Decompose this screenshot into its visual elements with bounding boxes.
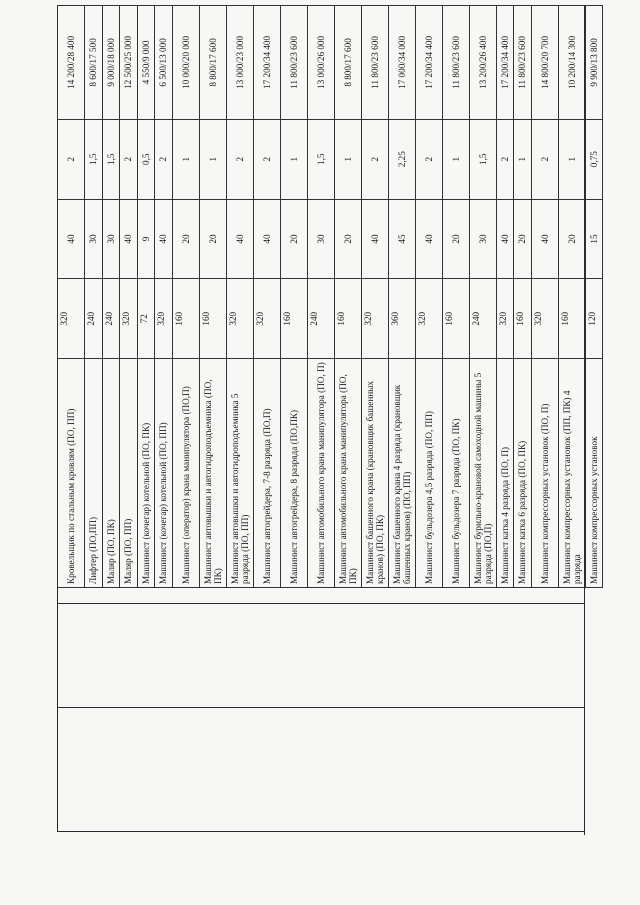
profession-cell: Маляр (ПО, ПК) bbox=[102, 359, 120, 588]
profession-cell: Машинист автовышки и автогидроподъемника (ПО, ПК) bbox=[199, 359, 226, 588]
salary-cell: 240 bbox=[102, 279, 120, 359]
coefficient-cell: 1 bbox=[514, 119, 532, 199]
coefficient-cell: 1 bbox=[558, 119, 585, 199]
profession-cell: Машинист автомобильного крана манипулятора (ПО, П) bbox=[307, 359, 334, 588]
profession-cell: Машинист автовышки и автогидроподъемника 5 разряда (ПО, ПП) bbox=[226, 359, 253, 588]
salary-cell: 320 bbox=[58, 279, 85, 359]
coefficient-cell: 2 bbox=[226, 119, 253, 199]
coefficient-cell: 2 bbox=[253, 119, 280, 199]
hours-cell: 40 bbox=[415, 199, 442, 279]
salary-cell: 160 bbox=[334, 279, 361, 359]
coefficient-cell: 2 bbox=[155, 119, 173, 199]
salary-cell: 320 bbox=[120, 279, 138, 359]
range-cell: 11 800/23 600 bbox=[361, 6, 388, 120]
salary-cell: 240 bbox=[469, 279, 496, 359]
range-cell: 9 000/18 000 bbox=[102, 6, 120, 120]
profession-cell: Машинист бульдозера 4,5 разряда (ПО, ПП) bbox=[415, 359, 442, 588]
salary-cell: 240 bbox=[85, 279, 103, 359]
salary-cell: 160 bbox=[442, 279, 469, 359]
hours-cell: 20 bbox=[442, 199, 469, 279]
profession-cell: Машинист компрессорных установок (ПП, ПК) 4 разряда bbox=[558, 359, 585, 588]
range-cell: 9 900/13 800 bbox=[585, 6, 603, 120]
hours-cell: 40 bbox=[155, 199, 173, 279]
profession-cell: Машинист компрессорных установок (ПО, П) bbox=[531, 359, 558, 588]
range-cell: 10 200/14 300 bbox=[558, 6, 585, 120]
coefficient-cell: 0,5 bbox=[137, 119, 155, 199]
coefficient-cell: 1,5 bbox=[469, 119, 496, 199]
hours-cell: 30 bbox=[102, 199, 120, 279]
hours-cell: 40 bbox=[253, 199, 280, 279]
range-cell: 11 800/23 600 bbox=[280, 6, 307, 120]
range-cell: 13 200/26 400 bbox=[469, 6, 496, 120]
range-cell: 8 600/17 500 bbox=[85, 6, 103, 120]
salary-cell: 160 bbox=[514, 279, 532, 359]
coefficient-cell: 1 bbox=[280, 119, 307, 199]
profession-cell: Машинист (кочегар) котельной (ПО, ПП) bbox=[155, 359, 173, 588]
profession-cell: Машинист (кочегар) котельной (ПО, ПК) bbox=[137, 359, 155, 588]
hours-cell: 9 bbox=[137, 199, 155, 279]
range-cell: 13 000/23 000 bbox=[226, 6, 253, 120]
salary-cell: 320 bbox=[155, 279, 173, 359]
profession-cell: Машинист компрессорных установок bbox=[585, 359, 603, 588]
hours-cell: 40 bbox=[226, 199, 253, 279]
range-cell: 11 800/23 600 bbox=[514, 6, 532, 120]
salary-cell: 120 bbox=[585, 279, 603, 359]
coefficient-cell: 1,5 bbox=[85, 119, 103, 199]
profession-cell: Машинист бульдозера 7 разряда (ПО, ПК) bbox=[442, 359, 469, 588]
range-cell: 11 800/23 600 bbox=[442, 6, 469, 120]
range-cell: 14 200/28 400 bbox=[58, 6, 85, 120]
hours-cell: 30 bbox=[307, 199, 334, 279]
range-cell: 4 550/9 000 bbox=[137, 6, 155, 120]
coefficient-cell: 2 bbox=[496, 119, 514, 199]
hours-cell: 20 bbox=[334, 199, 361, 279]
divider-line-2 bbox=[57, 707, 584, 708]
salary-cell: 160 bbox=[199, 279, 226, 359]
hours-cell: 40 bbox=[120, 199, 138, 279]
hours-cell: 40 bbox=[531, 199, 558, 279]
hours-cell: 30 bbox=[85, 199, 103, 279]
salary-cell: 360 bbox=[388, 279, 415, 359]
profession-cell: Машинист башенного крана 4 разряда (крановщик башенных кранов) (ПО, ПП) bbox=[388, 359, 415, 588]
hours-cell: 20 bbox=[280, 199, 307, 279]
profession-cell: Машинист (оператор) крана манипулятора (ПО,П) bbox=[172, 359, 199, 588]
range-cell: 8 800/17 600 bbox=[334, 6, 361, 120]
coefficient-cell: 2,25 bbox=[388, 119, 415, 199]
salary-cell: 160 bbox=[280, 279, 307, 359]
coefficient-cell: 1 bbox=[199, 119, 226, 199]
salary-cell: 320 bbox=[415, 279, 442, 359]
hours-cell: 20 bbox=[199, 199, 226, 279]
range-cell: 14 800/20 700 bbox=[531, 6, 558, 120]
hours-cell: 30 bbox=[469, 199, 496, 279]
range-cell: 6 500/13 000 bbox=[155, 6, 173, 120]
divider-line-1 bbox=[57, 603, 584, 604]
left-border-line bbox=[57, 588, 58, 832]
profession-cell: Лифтер (ПО,ПП) bbox=[85, 359, 103, 588]
salary-cell: 320 bbox=[496, 279, 514, 359]
salary-cell: 320 bbox=[226, 279, 253, 359]
coefficient-cell: 0,75 bbox=[585, 119, 603, 199]
hours-cell: 20 bbox=[514, 199, 532, 279]
range-cell: 8 800/17 600 bbox=[199, 6, 226, 120]
profession-cell: Машинист бурильно-крановой самоходной машины 5 разряда (ПО,П) bbox=[469, 359, 496, 588]
coefficient-cell: 2 bbox=[415, 119, 442, 199]
coefficient-cell: 2 bbox=[120, 119, 138, 199]
salary-cell: 320 bbox=[253, 279, 280, 359]
coefficient-cell: 1,5 bbox=[102, 119, 120, 199]
range-cell: 17 000/34 000 bbox=[388, 6, 415, 120]
coefficient-cell: 1 bbox=[442, 119, 469, 199]
salary-cell: 240 bbox=[307, 279, 334, 359]
divider-line-3 bbox=[57, 831, 584, 832]
coefficient-cell: 2 bbox=[58, 119, 85, 199]
range-cell: 17 200/34 400 bbox=[253, 6, 280, 120]
salary-cell: 160 bbox=[558, 279, 585, 359]
coefficient-cell: 1 bbox=[334, 119, 361, 199]
range-cell: 10 000/20 000 bbox=[172, 6, 199, 120]
hours-cell: 20 bbox=[558, 199, 585, 279]
salary-cell: 320 bbox=[361, 279, 388, 359]
hours-cell: 45 bbox=[388, 199, 415, 279]
salary-cell: 72 bbox=[137, 279, 155, 359]
coefficient-cell: 1 bbox=[172, 119, 199, 199]
range-cell: 17 200/34 400 bbox=[496, 6, 514, 120]
profession-cell: Машинист катка 6 разряда (ПО, ПК) bbox=[514, 359, 532, 588]
hours-cell: 40 bbox=[496, 199, 514, 279]
right-border-line bbox=[584, 5, 585, 835]
profession-cell: Машинист башенного крана (крановщик башенных кранов) (ПО, ПК) bbox=[361, 359, 388, 588]
salary-cell: 160 bbox=[172, 279, 199, 359]
range-cell: 12 500/25 000 bbox=[120, 6, 138, 120]
profession-cell: Маляр (ПО, ПП) bbox=[120, 359, 138, 588]
hours-cell: 20 bbox=[172, 199, 199, 279]
hours-cell: 40 bbox=[58, 199, 85, 279]
hours-cell: 40 bbox=[361, 199, 388, 279]
salary-cell: 320 bbox=[531, 279, 558, 359]
range-cell: 13 000/26 000 bbox=[307, 6, 334, 120]
coefficient-cell: 1,5 bbox=[307, 119, 334, 199]
coefficient-cell: 2 bbox=[531, 119, 558, 199]
coefficient-cell: 2 bbox=[361, 119, 388, 199]
hours-cell: 15 bbox=[585, 199, 603, 279]
profession-cell: Кровельщик по стальным кровлям (ПО, ПП) bbox=[58, 359, 85, 588]
profession-cell: Машинист автогрейдера, 7-8 разряда (ПО,П) bbox=[253, 359, 280, 588]
range-cell: 17 200/34 400 bbox=[415, 6, 442, 120]
profession-cell: Машинист автомобильного крана манипулятора (ПО, ПК) bbox=[334, 359, 361, 588]
profession-cell: Машинист катка 4 разряда (ПО, П) bbox=[496, 359, 514, 588]
profession-cell: Машинист автогрейдера, 8 разряда (ПО,ПК) bbox=[280, 359, 307, 588]
